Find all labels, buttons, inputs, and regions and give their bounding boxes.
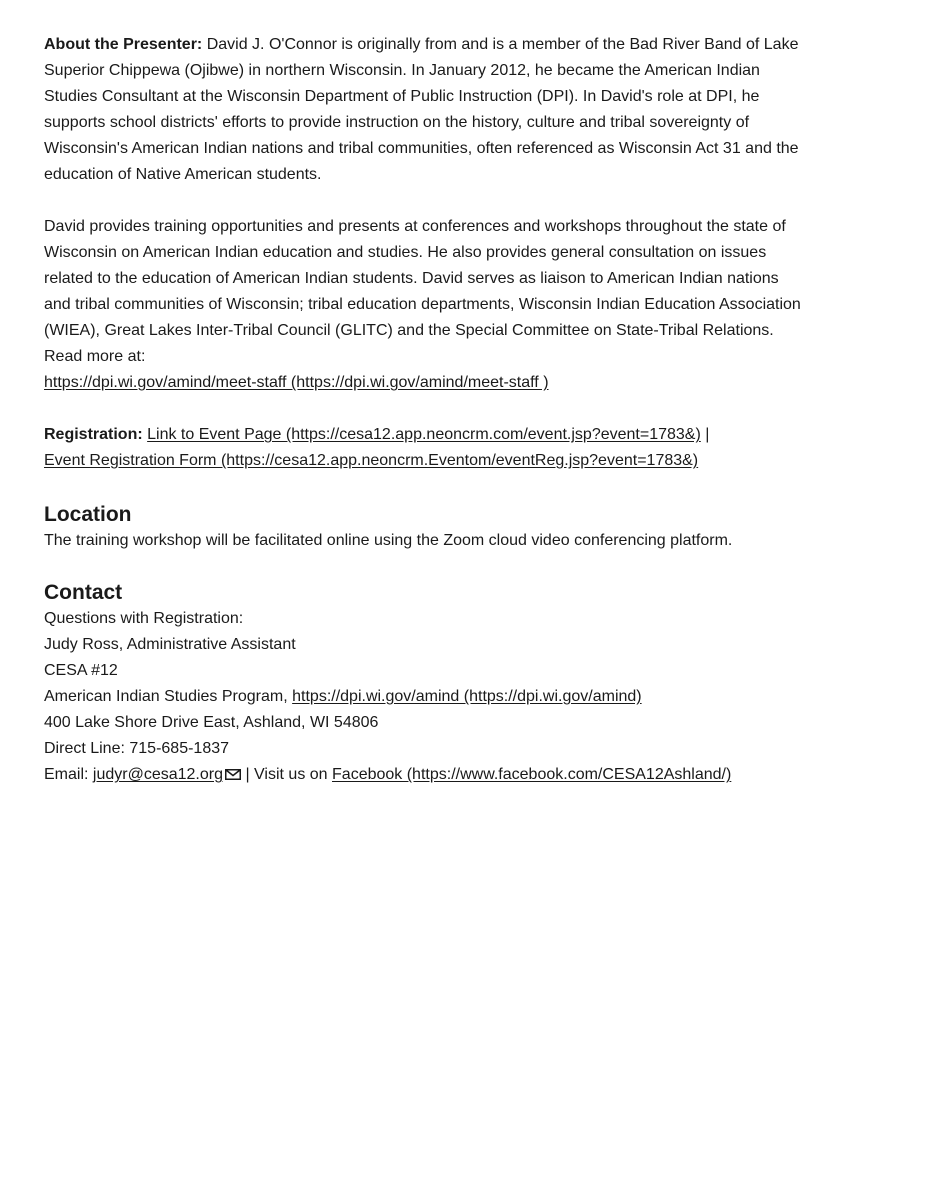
contact-line-org: CESA #12 — [44, 662, 118, 679]
envelope-icon[interactable] — [225, 769, 241, 780]
visit-text: | Visit us on — [241, 766, 333, 783]
contact-line-questions: Questions with Registration: — [44, 610, 244, 627]
location-text: The training workshop will be facilitated online using the Zoom cloud video conferencing platform. — [44, 532, 733, 549]
contact-line-email — [44, 762, 804, 788]
facebook-link[interactable]: Facebook (https://www.facebook.com/CESA12Ashland/) — [332, 766, 732, 783]
contact-line-phone: Direct Line: 715-685-1837 — [44, 740, 230, 757]
event-page-link[interactable]: Link to Event Page (https://cesa12.app.neoncrm.com/event.jsp?event=1783&) — [147, 426, 701, 443]
contact-heading: Contact — [44, 581, 123, 604]
meet-staff-link[interactable]: https://dpi.wi.gov/amind/meet-staff (https://dpi.wi.gov/amind/meet-staff ) — [44, 374, 549, 391]
event-registration-form-link[interactable]: Event Registration Form (https://cesa12.app.neoncrm.Eventom/eventReg.jsp?event=1783&) — [44, 452, 699, 469]
program-prefix: American Indian Studies Program, — [44, 688, 293, 705]
contact-line-address: 400 Lake Shore Drive East, Ashland, WI 54806 — [44, 714, 379, 731]
registration-section — [44, 422, 804, 474]
presenter-section-2 — [44, 214, 804, 396]
location-section — [44, 500, 804, 554]
amind-link[interactable]: https://dpi.wi.gov/amind (https://dpi.wi.gov/amind) — [292, 688, 642, 705]
contact-section — [44, 578, 804, 788]
presenter-bio: David J. O'Connor is originally from and is a member of the Bad River Band of Lake Superior Chippewa (Ojibwe) in northern Wisconsin. In January 2012, he became the American Indian Studies Consultant at the Wisconsin Department of Public Instruction (DPI). In David's role at DPI, he supports school districts' efforts to provide instruction on the history, culture and tribal sovereignty of Wisconsin's American Indian nations and tribal communities, often referenced as Wisconsin Act 31 and the education of Native American students. — [44, 36, 799, 183]
registration-paragraph — [44, 422, 804, 474]
presenter-label: About the Presenter: — [44, 36, 203, 53]
registration-label: Registration: — [44, 426, 143, 443]
presenter-bio-2: David provides training opportunities and presents at conferences and workshops throughout the state of Wisconsin on American Indian education and studies. He also provides general consultation on issues related to the education of American Indian students. David serves as liaison to American Indian nations and tribal communities of Wisconsin; tribal education departments, Wisconsin Indian Education Association (WIEA), Great Lakes Inter-Tribal Council (GLITC) and the Special Committee on State-Tribal Relations. Read more at: — [44, 218, 801, 365]
contact-line-name: Judy Ross, Administrative Assistant — [44, 636, 296, 653]
document-page — [44, 32, 804, 812]
presenter-paragraph — [44, 32, 804, 188]
email-link[interactable]: judyr@cesa12.org — [92, 766, 223, 783]
registration-separator: | — [700, 426, 710, 443]
email-prefix: Email: — [44, 766, 93, 783]
contact-line-program — [44, 684, 804, 710]
presenter-paragraph-2 — [44, 214, 804, 396]
presenter-section — [44, 32, 804, 188]
location-heading: Location — [44, 503, 132, 526]
